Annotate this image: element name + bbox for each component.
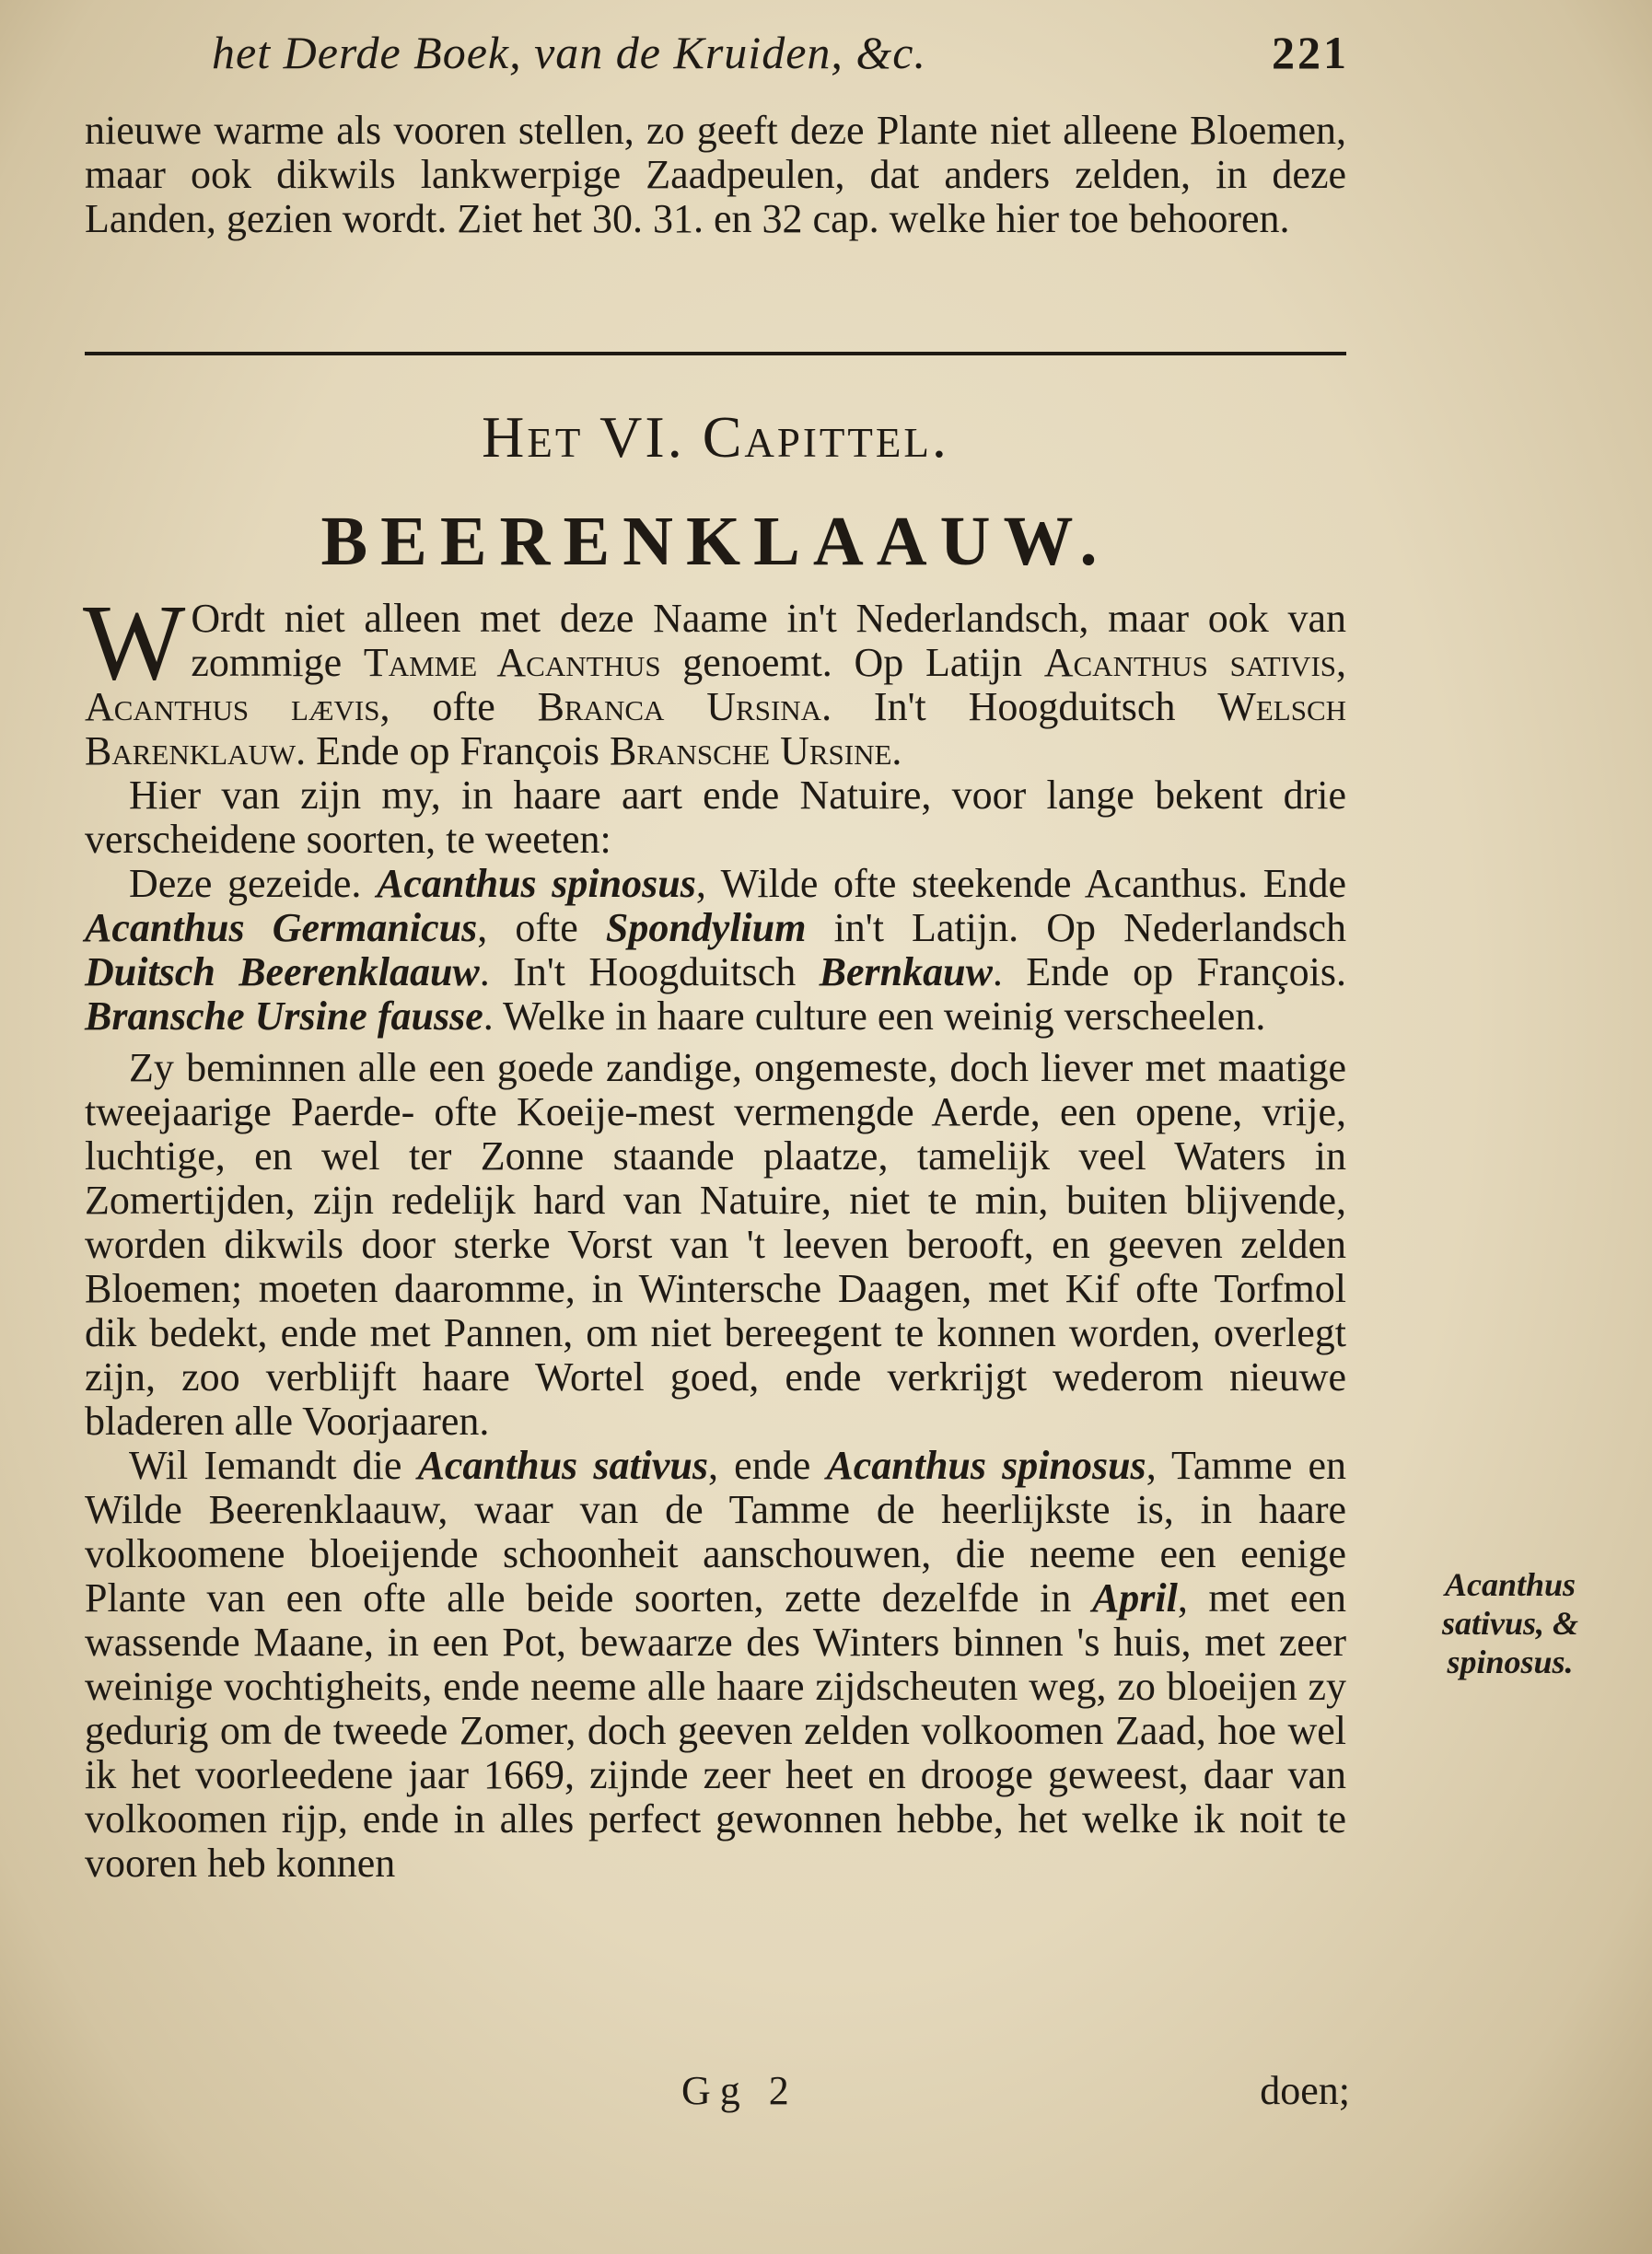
p1-name-french: Bransche Ursine <box>610 728 892 773</box>
p5-name-spinosus: Acanthus spinosus <box>826 1443 1146 1488</box>
p5-text-2: , ende <box>708 1443 827 1488</box>
p3-text-2: , Wilde ofte steekende Acanthus. Ende <box>695 861 1346 906</box>
p5-name-sativus: Acanthus sativus <box>417 1443 709 1488</box>
signature-mark: Gg 2 <box>681 2068 798 2113</box>
p3-name-germanicus: Acanthus Germanicus <box>85 905 478 950</box>
p3-text-5: . In't Hoogduitsch <box>479 949 820 994</box>
p1-name-german: Welsch Barenklauw <box>85 684 1347 773</box>
drop-cap: W <box>83 582 186 703</box>
chapter-title: BEERENKLAAUW. <box>320 503 1111 580</box>
p3-name-spondylium: Spondylium <box>605 905 807 950</box>
catchword: doen; <box>1260 2068 1350 2113</box>
p5-text-1: Wil Iemandt die <box>129 1443 418 1488</box>
p3-name-bernkauw: Bernkauw <box>819 949 993 994</box>
p1-text-2: genoemt. Op Latijn <box>660 640 1044 685</box>
p3-name-spinosus: Acanthus spinosus <box>377 861 696 906</box>
intro-text <box>85 109 1346 241</box>
p5-text-4: , met een wassende Maane, in een Pot, bewaarze des Winters binnen 's huis, met zeer weinige vochtigheits, ende neeme alle haare zijdscheuten weg, zo bloeijen zy gedurig om de tweede Zomer, doch geeven zelden volkoomen Zaad, hoe wel ik het voorleedene jaar 1669, zijnde zeer heet en drooge geweest, daar van volkoomen rijp, ende in alles perfect gewonnen hebbe, het welke ik noit te vooren heb konnen <box>85 1575 1346 1886</box>
p1-text-1: Ordt niet alleen met deze Naame in't Nederlandsch, maar ook van zommige <box>191 596 1346 685</box>
p1-name-latin: Acanthus sativis, Acanthus lævis <box>85 640 1347 729</box>
paragraph-3 <box>85 862 1346 1039</box>
p1-name-branca: Branca Ursina <box>537 684 822 729</box>
p3-text-7: . Welke in haare culture een weinig verscheelen. <box>483 993 1266 1039</box>
margin-note: Acanthus sativus, & spinosus. <box>1441 1566 1579 1680</box>
p3-text-1: Deze gezeide. <box>129 861 377 906</box>
p1-name-tamme-acanthus: Tamme Acanthus <box>363 640 661 685</box>
running-head <box>212 26 1349 81</box>
running-title: het Derde Boek, van de Kruiden, &c. <box>212 27 926 78</box>
paragraph-1 <box>83 582 1347 773</box>
p3-text-3: , ofte <box>477 905 606 950</box>
p3-name-duitsch: Duitsch Beerenklaauw <box>85 949 480 994</box>
page-number: 221 <box>1272 27 1349 78</box>
p3-name-bransche: Bransche Ursine fausse <box>85 993 483 1039</box>
p3-text-6: . Ende op François. <box>992 949 1347 994</box>
p5-month-april: April <box>1091 1575 1178 1621</box>
paragraph-5 <box>85 1444 1346 1886</box>
section-rule <box>85 352 1346 355</box>
p1-text-4: . In't Hoogduitsch <box>821 684 1218 729</box>
p1-text-6: . <box>891 728 902 773</box>
chapter-body <box>83 582 1347 1886</box>
paragraph-4: Zy beminnen alle een goede zandige, ongemeste, doch liever met maatige tweejaarige Paerde- ofte Koeije-mest vermengde Aerde, een opene, vrije, luchtige, en wel ter Zonne staande plaatze, tamelijk veel Waters in Zomertijden, zijn redelijk hard van Natuire, niet te min, buiten blijvende, worden dikwils door sterke Vorst van 't leeven berooft, en geeven zelden Bloemen; moeten daaromme, in Wintersche Daagen, met Kif ofte Torfmol dik bedekt, ende met Pannen, om niet bereegent te konnen worden, overlegt zijn, zoo verblijft haare Wortel goed, ende verkrijgt wederom nieuwe bladeren alle Voorjaaren. <box>85 1045 1346 1444</box>
p3-text-4: in't Latijn. Op Nederlandsch <box>806 905 1347 950</box>
paragraph-2: Hier van zijn my, in haare aart ende Natuire, voor lange bekent drie verscheidene soorten, te weeten: <box>85 773 1346 862</box>
p1-text-5: . Ende op François <box>296 728 611 773</box>
p1-text-3: , ofte <box>379 684 538 729</box>
p5-text-3: , Tamme en Wilde Beerenklaauw, waar van de Tamme de heerlijkste is, in haare volkoomene bloeijende schoonheit aanschouwen, die neeme een eenige Plante van een ofte alle beide soorten, zette dezelfde in <box>85 1443 1347 1621</box>
chapter-label: Het VI. Capittel. <box>482 404 949 470</box>
intro-paragraph: nieuwe warme als vooren stellen, zo geeft deze Plante niet alleene Bloemen, maar ook dikwils lankwerpige Zaadpeulen, dat anders zelden, in deze Landen, gezien wordt. Ziet het 30. 31. en 32 cap. welke hier toe behooren. <box>85 108 1346 241</box>
